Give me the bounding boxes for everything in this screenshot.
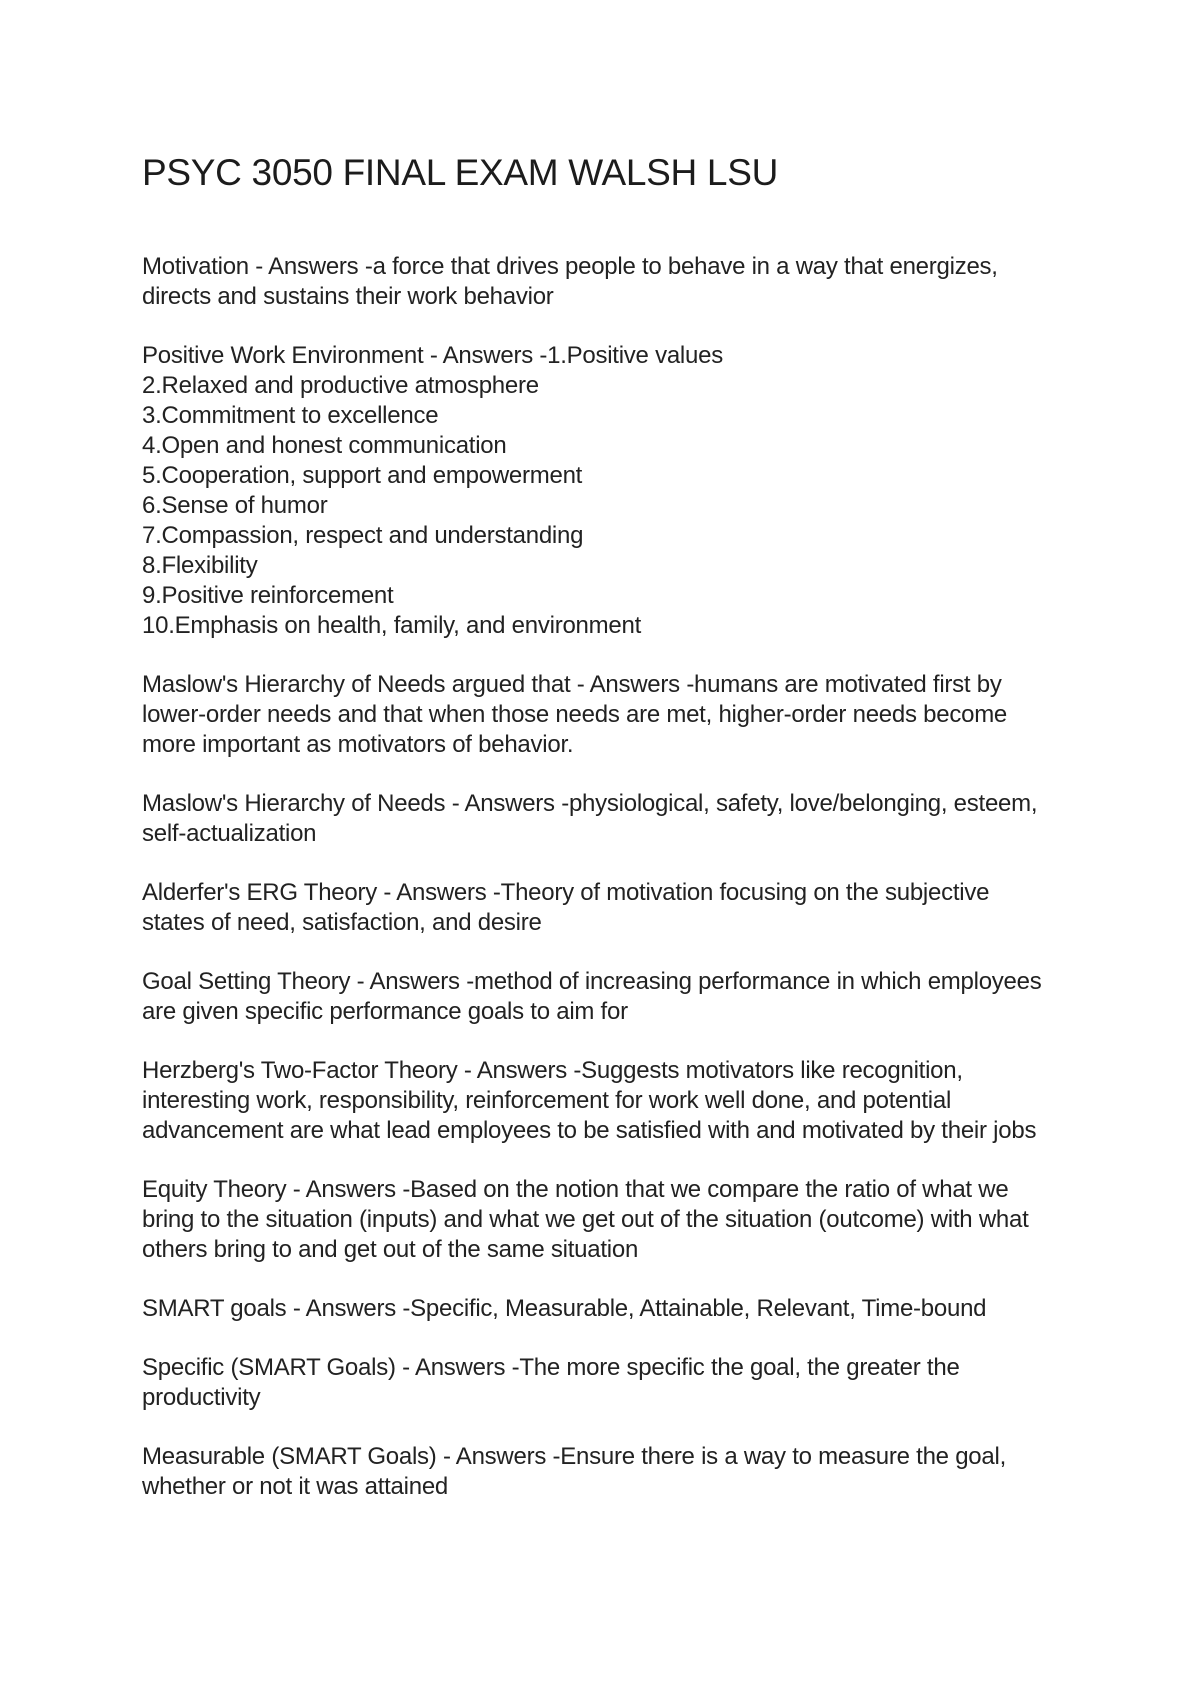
qa-entry-line: states of need, satisfaction, and desire xyxy=(142,909,542,936)
qa-entry-line: self-actualization xyxy=(142,820,317,847)
document-title: PSYC 3050 FINAL EXAM WALSH LSU xyxy=(142,152,778,193)
qa-entry-line: 8.Flexibility xyxy=(142,552,258,579)
qa-entry-line: 10.Emphasis on health, family, and environment xyxy=(142,612,642,639)
qa-entry xyxy=(142,1442,1082,1502)
qa-entry-line: advancement are what lead employees to be satisfied with and motivated by their jobs xyxy=(142,1117,1037,1144)
qa-entry-line: whether or not it was attained xyxy=(142,1473,449,1500)
qa-entry xyxy=(142,341,1082,641)
qa-entry-line: Maslow's Hierarchy of Needs argued that - Answers -humans are motivated first by xyxy=(142,671,1002,698)
qa-entry-line: 3.Commitment to excellence xyxy=(142,402,439,429)
qa-entry-line: interesting work, responsibility, reinforcement for work well done, and potential xyxy=(142,1087,952,1114)
qa-entry-line: Measurable (SMART Goals) - Answers -Ensure there is a way to measure the goal, xyxy=(142,1443,1006,1470)
qa-entry-line: are given specific performance goals to aim for xyxy=(142,998,628,1025)
qa-entry xyxy=(142,670,1082,760)
qa-entry xyxy=(142,1175,1082,1265)
qa-entry-list xyxy=(142,252,1080,1502)
qa-entry-line: 6.Sense of humor xyxy=(142,492,328,519)
qa-entry-line: 5.Cooperation, support and empowerment xyxy=(142,462,583,489)
qa-entry-line: 9.Positive reinforcement xyxy=(142,582,394,609)
qa-entry-line: more important as motivators of behavior. xyxy=(142,731,574,758)
qa-entry xyxy=(142,252,1082,312)
qa-entry xyxy=(142,878,1082,938)
qa-entry xyxy=(142,1353,1082,1413)
qa-entry xyxy=(142,789,1082,849)
qa-entry-line: Specific (SMART Goals) - Answers -The more specific the goal, the greater the xyxy=(142,1354,960,1381)
qa-entry-line: bring to the situation (inputs) and what we get out of the situation (outcome) with what xyxy=(142,1206,1029,1233)
qa-entry xyxy=(142,1056,1082,1146)
qa-entry-line: directs and sustains their work behavior xyxy=(142,283,554,310)
qa-entry-line: 4.Open and honest communication xyxy=(142,432,507,459)
qa-entry-line: Motivation - Answers -a force that drives people to behave in a way that energizes, xyxy=(142,253,998,280)
qa-entry-line: lower-order needs and that when those needs are met, higher-order needs become xyxy=(142,701,1008,728)
qa-entry-line: 7.Compassion, respect and understanding xyxy=(142,522,584,549)
qa-entry-line: Herzberg's Two-Factor Theory - Answers -Suggests motivators like recognition, xyxy=(142,1057,963,1084)
qa-entry-line: Positive Work Environment - Answers -1.Positive values xyxy=(142,342,723,369)
qa-entry xyxy=(142,967,1082,1027)
qa-entry-line: Equity Theory - Answers -Based on the notion that we compare the ratio of what we xyxy=(142,1176,1009,1203)
qa-entry-line: Goal Setting Theory - Answers -method of increasing performance in which employees xyxy=(142,968,1042,995)
qa-entry-line: SMART goals - Answers -Specific, Measurable, Attainable, Relevant, Time-bound xyxy=(142,1295,987,1322)
qa-entry-line: 2.Relaxed and productive atmosphere xyxy=(142,372,539,399)
qa-entry-line: productivity xyxy=(142,1384,261,1411)
qa-entry xyxy=(142,1294,1082,1324)
qa-entry-line: Alderfer's ERG Theory - Answers -Theory of motivation focusing on the subjective xyxy=(142,879,990,906)
qa-entry-line: Maslow's Hierarchy of Needs - Answers -physiological, safety, love/belonging, esteem, xyxy=(142,790,1038,817)
qa-entry-line: others bring to and get out of the same situation xyxy=(142,1236,639,1263)
